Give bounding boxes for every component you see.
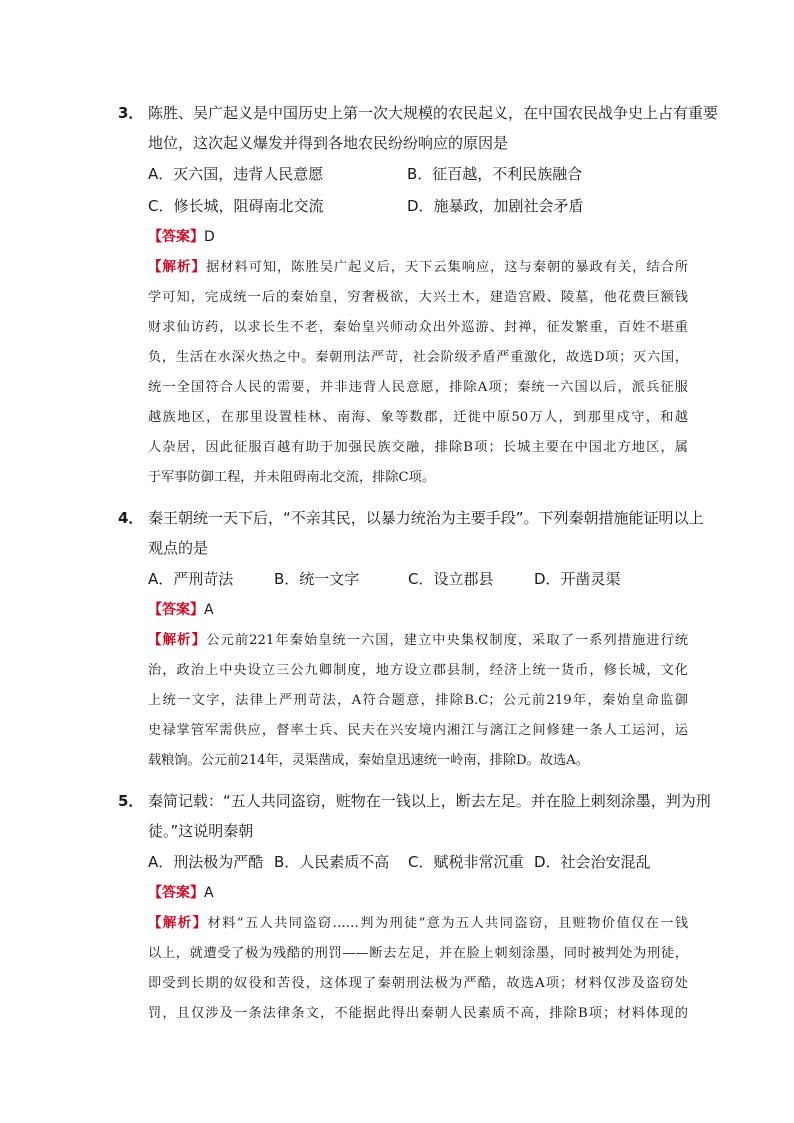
- answer-value: D: [204, 229, 215, 245]
- question-stem-line: 3． 陈胜、吴广起义是中国历史上第一次大规模的农民起义，在中国农民战争史上占有重要: [118, 98, 688, 128]
- options-row: [118, 190, 688, 222]
- question-stem-line: 5． 秦简记载：“五人共同盗窃，赃物在一钱以上，断去左足。并在脸上刺刻涂墨，判为刑: [118, 786, 688, 816]
- explanation: 【解析】据材料可知，陈胜吴广起义后，天下云集响应，这与秦朝的暴政有关，结合所 学可知，完成统一后的秦始皇，穷奢极欲，大兴土木，建造宫殿、陵墓，他花费巨额钱 财求仙访药，以求长生不老，秦始皇兴师动众出外巡游、封禅，征发繁重，百姓不堪重 负，生活在水深火热之中。秦朝刑法严苛，社会阶级矛盾严重激化，故选D项；灭六国， 统一全国符合人民的需要，并非违背人民意愿，排除A项；秦统一六国以后，派兵征服 越族地区，在那里设置桂林、南海、象等数郡，迁徙中原50万人，到那里戍守，和越 人杂居，因此征服百越有助于加强民族交融，排除B项；长城主要在中国北方地区，属 于军事防御工程，并未阻碍南北交流，排除C项。: [148, 259, 689, 485]
- option-a: A．严刑苛法: [148, 570, 234, 588]
- question-stem-line: 地位，这次起义爆发并得到各地农民纷纷响应的原因是: [148, 134, 509, 152]
- question-3: [118, 98, 719, 493]
- explanation: 【解析】材料“五人共同盗窃……判为刑徒”意为五人共同盗窃，且赃物价值仅在一钱 以上，就遭受了极为残酷的刑罚——断去左足，并在脸上刺刻涂墨，同时被判处为刑徒， 即受到长期的奴役和苦役，这体现了秦朝刑法极为严酷，故选A项；材料仅涉及盗窃处 罚，且仅涉及一条法律条文，不能据此得出秦朝人民素质不高，排除B项；材料体现的: [148, 915, 689, 1021]
- option-b: B．统一文字: [274, 570, 360, 588]
- answer-value: A: [204, 602, 214, 618]
- answer-tag: 【答案】: [148, 229, 204, 245]
- question-number: 4．: [118, 509, 144, 527]
- question-number: 5．: [118, 792, 144, 810]
- option-c: C．赋税非常沉重: [408, 853, 524, 871]
- option-d: D．施暴政，加剧社会矛盾: [407, 197, 584, 215]
- answer: [118, 222, 688, 252]
- option-d: D．社会治安混乱: [534, 853, 651, 871]
- option-d: D．开凿灵渠: [534, 570, 621, 588]
- question-stem-line: 徒。”这说明秦朝: [148, 822, 254, 840]
- answer: [118, 595, 688, 625]
- option-b: B．人民素质不高: [274, 853, 390, 871]
- option-a: A．刑法极为严酷: [148, 853, 264, 871]
- answer: [118, 878, 688, 908]
- answer-value: A: [204, 885, 214, 901]
- option-b: B．征百越，不利民族融合: [407, 165, 583, 183]
- question-number: 3．: [118, 104, 144, 122]
- explanation: 【解析】公元前221年秦始皇统一六国，建立中央集权制度，采取了一系列措施进行统 治，政治上中央设立三公九卿制度，地方设立郡县制，经济上统一货币，修长城，文化 上统一文字，法律上严刑苛法，A符合题意，排除B.C；公元前219年，秦始皇命监御 史禄掌管军需供应，督率士兵、民夫在兴安境内湘江与漓江之间修建一条人工运河，运 载粮饷。公元前214年，灵渠凿成，秦始皇迅速统一岭南，排除D。故选A。: [148, 632, 689, 768]
- answer-tag: 【答案】: [148, 602, 204, 618]
- options-row: [118, 846, 688, 878]
- question-stem-line: 4． 秦王朝统一天下后，“不亲其民，以暴力统治为主要手段”。下列秦朝措施能证明以上: [118, 503, 688, 533]
- explanation-tag: 【解析】: [148, 632, 207, 648]
- option-a: A．灭六国，违背人民意愿: [148, 165, 324, 183]
- answer-tag: 【答案】: [148, 885, 204, 901]
- explanation-tag: 【解析】: [148, 259, 207, 275]
- options-row: [118, 563, 688, 595]
- question-5: [118, 786, 711, 1029]
- options-row: [118, 158, 688, 190]
- explanation-tag: 【解析】: [148, 915, 208, 931]
- option-c: C．设立郡县: [408, 570, 494, 588]
- option-c: C．修长城，阻碍南北交流: [148, 197, 324, 215]
- question-4: [118, 503, 704, 776]
- question-stem-line: 观点的是: [148, 539, 209, 557]
